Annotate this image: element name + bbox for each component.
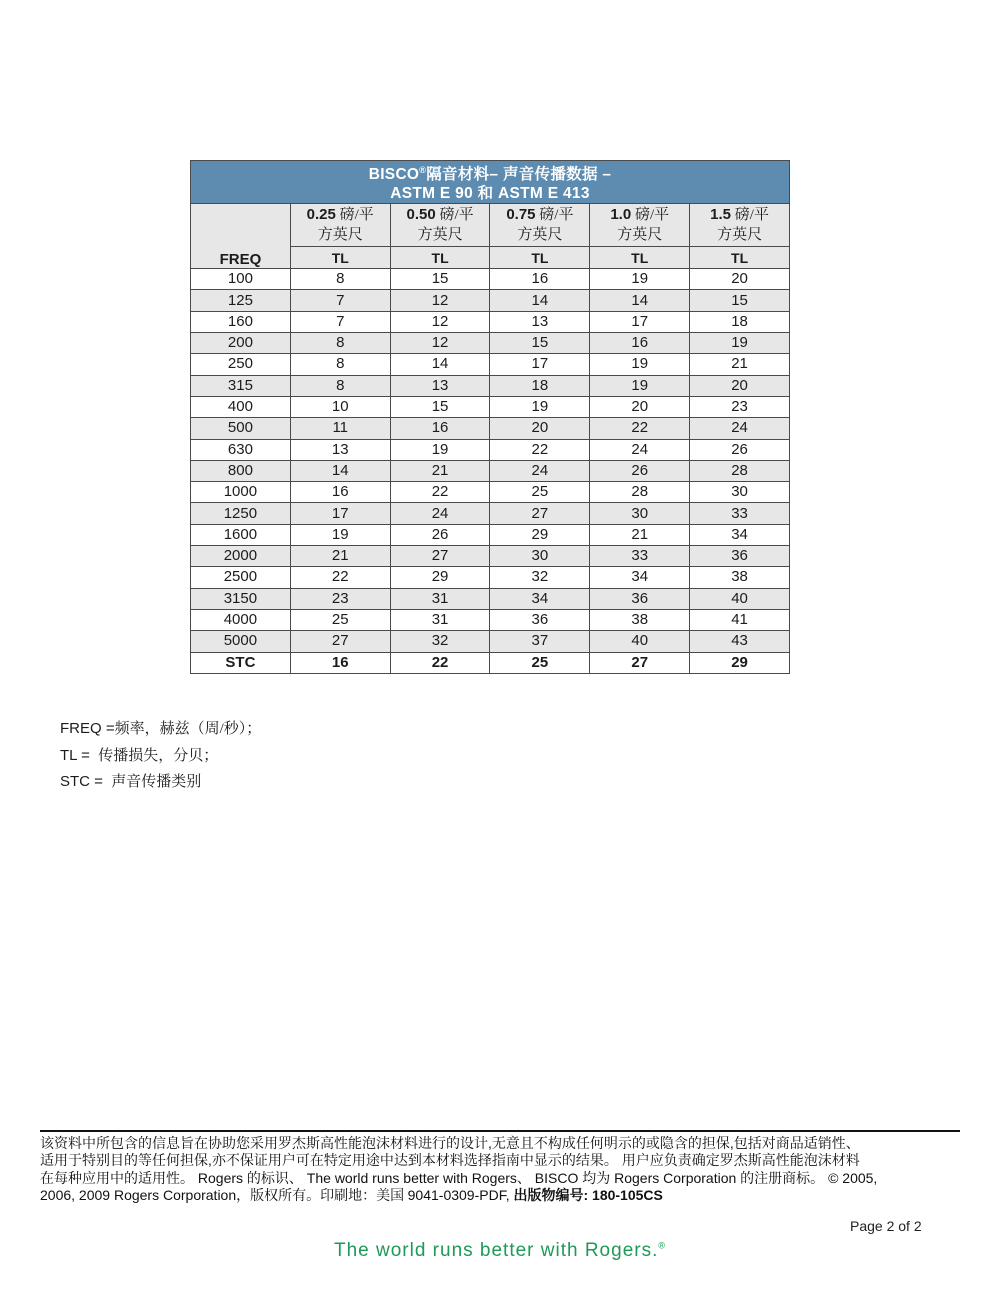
tl-value-cell: 28 [690, 460, 790, 481]
tl-value-cell: 27 [490, 503, 590, 524]
tl-value-cell: 38 [590, 609, 690, 630]
table-row [191, 290, 790, 311]
freq-cell: 5000 [191, 631, 291, 652]
table-row [191, 460, 790, 481]
tl-value-cell: 36 [690, 546, 790, 567]
table-row [191, 418, 790, 439]
tl-value-cell: 14 [290, 460, 390, 481]
tl-value-cell: 12 [390, 333, 490, 354]
tl-value-cell: 19 [490, 396, 590, 417]
stc-row [191, 652, 790, 673]
tl-value-cell: 27 [290, 631, 390, 652]
footer-divider [40, 1130, 960, 1132]
table-row [191, 503, 790, 524]
tl-value-cell: 8 [290, 375, 390, 396]
tl-value-cell: 19 [290, 524, 390, 545]
tl-value-cell: 20 [590, 396, 690, 417]
footer-line: 2006, 2009 Rogers Corporation，版权所有。印刷地：美国 9041-0309-PDF, 出版物编号: 180-105CS [40, 1187, 663, 1205]
tl-value-cell: 38 [690, 567, 790, 588]
tl-value-cell: 26 [590, 460, 690, 481]
table-title [191, 161, 790, 204]
table-row [191, 354, 790, 375]
tl-value-cell: 24 [390, 503, 490, 524]
tl-value-cell: 21 [590, 524, 690, 545]
tl-value-cell: 14 [390, 354, 490, 375]
table-row [191, 333, 790, 354]
tl-value-cell: 22 [590, 418, 690, 439]
table-row [191, 269, 790, 290]
tl-value-cell: 20 [690, 375, 790, 396]
tl-value-cell: 32 [490, 567, 590, 588]
freq-cell: 1250 [191, 503, 291, 524]
tagline-text: The world runs better with Rogers. [333, 1240, 659, 1261]
tl-value-cell: 26 [690, 439, 790, 460]
freq-cell: 1000 [191, 482, 291, 503]
tl-value-cell: 21 [390, 460, 490, 481]
tl-value-cell: 26 [390, 524, 490, 545]
table-row [191, 567, 790, 588]
tl-value-cell: 24 [590, 439, 690, 460]
tl-value-cell: 21 [290, 546, 390, 567]
tl-value-cell: 40 [590, 631, 690, 652]
footer-disclaimer [40, 1135, 965, 1206]
registered-mark: ® [419, 165, 427, 175]
stc-value-cell: 16 [290, 652, 390, 673]
tl-value-cell: 16 [590, 333, 690, 354]
tl-value-cell: 14 [590, 290, 690, 311]
tl-value-cell: 36 [490, 609, 590, 630]
tl-value-cell: 23 [690, 396, 790, 417]
tl-value-cell: 30 [690, 482, 790, 503]
table-row [191, 439, 790, 460]
tl-value-cell: 14 [490, 290, 590, 311]
tl-value-cell: 40 [690, 588, 790, 609]
tl-value-cell: 37 [490, 631, 590, 652]
tl-value-cell: 32 [390, 631, 490, 652]
legend-line: STC = 声音传播类别 [60, 773, 202, 790]
tl-value-cell: 43 [690, 631, 790, 652]
tl-value-cell: 13 [490, 311, 590, 332]
freq-cell: 2500 [191, 567, 291, 588]
tl-value-cell: 13 [390, 375, 490, 396]
weight-column-header: 1.0 磅/平 方英尺 [590, 204, 690, 247]
tl-value-cell: 13 [290, 439, 390, 460]
tl-value-cell: 29 [390, 567, 490, 588]
sound-transmission-table [190, 160, 790, 674]
tl-value-cell: 19 [590, 354, 690, 375]
table-row [191, 609, 790, 630]
freq-cell: 800 [191, 460, 291, 481]
table-row [191, 311, 790, 332]
weight-column-header: 0.25 磅/平 方英尺 [290, 204, 390, 247]
footer-line: 适用于特别目的等任何担保,亦不保证用户可在特定用途中达到本材料选择指南中显示的结果。 用户应负责确定罗杰斯高性能泡沫材料 [40, 1152, 860, 1169]
tl-value-cell: 34 [490, 588, 590, 609]
table-row [191, 546, 790, 567]
legend-line: FREQ =频率，赫兹（周/秒）； [60, 720, 262, 737]
table-row [191, 396, 790, 417]
freq-cell: 250 [191, 354, 291, 375]
freq-column-header: FREQ [191, 204, 291, 269]
tl-value-cell: 30 [490, 546, 590, 567]
table-row [191, 631, 790, 652]
tl-value-cell: 31 [390, 609, 490, 630]
tl-value-cell: 19 [590, 375, 690, 396]
stc-value-cell: 29 [690, 652, 790, 673]
tl-value-cell: 17 [490, 354, 590, 375]
tl-value-cell: 15 [690, 290, 790, 311]
tl-value-cell: 33 [590, 546, 690, 567]
tl-value-cell: 20 [490, 418, 590, 439]
freq-cell: 200 [191, 333, 291, 354]
freq-cell: 500 [191, 418, 291, 439]
tl-value-cell: 10 [290, 396, 390, 417]
tl-value-cell: 34 [690, 524, 790, 545]
tl-subheader: TL [590, 247, 690, 269]
freq-cell: 315 [191, 375, 291, 396]
stc-label-cell: STC [191, 652, 291, 673]
tl-value-cell: 34 [590, 567, 690, 588]
freq-cell: 3150 [191, 588, 291, 609]
table-title-row [191, 161, 790, 204]
stc-value-cell: 27 [590, 652, 690, 673]
tl-subheader: TL [390, 247, 490, 269]
freq-cell: 4000 [191, 609, 291, 630]
tl-value-cell: 23 [290, 588, 390, 609]
stc-value-cell: 25 [490, 652, 590, 673]
tl-value-cell: 22 [290, 567, 390, 588]
tl-subheader: TL [690, 247, 790, 269]
weight-column-header: 0.50 磅/平 方英尺 [390, 204, 490, 247]
tl-value-cell: 7 [290, 290, 390, 311]
weight-header-row [191, 204, 790, 247]
table-row [191, 375, 790, 396]
tl-value-cell: 30 [590, 503, 690, 524]
stc-value-cell: 22 [390, 652, 490, 673]
footer-line: 该资料中所包含的信息旨在协助您采用罗杰斯高性能泡沫材料进行的设计,无意且不构成任何明示的或隐含的担保,包括对商品适销性、 [40, 1135, 860, 1151]
tl-value-cell: 8 [290, 333, 390, 354]
tl-value-cell: 41 [690, 609, 790, 630]
legend-line: TL = 传播损失，分贝； [60, 746, 219, 764]
tl-value-cell: 8 [290, 269, 390, 290]
tl-value-cell: 16 [490, 269, 590, 290]
page-number: Page 2 of 2 [850, 1218, 922, 1234]
tl-value-cell: 31 [390, 588, 490, 609]
tl-value-cell: 17 [290, 503, 390, 524]
tl-value-cell: 24 [490, 460, 590, 481]
tl-value-cell: 15 [390, 396, 490, 417]
table-title-line2: ASTM E 90 和 ASTM E 413 [390, 185, 590, 203]
table-row [191, 482, 790, 503]
tl-value-cell: 15 [490, 333, 590, 354]
freq-cell: 125 [191, 290, 291, 311]
table-row [191, 524, 790, 545]
tl-value-cell: 36 [590, 588, 690, 609]
registered-mark: ® [658, 1240, 667, 1251]
table-row [191, 588, 790, 609]
tl-value-cell: 20 [690, 269, 790, 290]
tl-subheader: TL [290, 247, 390, 269]
tl-value-cell: 16 [390, 418, 490, 439]
freq-cell: 1600 [191, 524, 291, 545]
tl-value-cell: 12 [390, 290, 490, 311]
tl-value-cell: 22 [490, 439, 590, 460]
legend [60, 716, 261, 796]
weight-column-header: 1.5 磅/平 方英尺 [690, 204, 790, 247]
tl-value-cell: 17 [590, 311, 690, 332]
tl-value-cell: 22 [390, 482, 490, 503]
tl-value-cell: 19 [690, 333, 790, 354]
tl-value-cell: 24 [690, 418, 790, 439]
tl-value-cell: 19 [390, 439, 490, 460]
tl-value-cell: 29 [490, 524, 590, 545]
tl-value-cell: 21 [690, 354, 790, 375]
tl-value-cell: 27 [390, 546, 490, 567]
freq-cell: 160 [191, 311, 291, 332]
tl-value-cell: 11 [290, 418, 390, 439]
weight-column-header: 0.75 磅/平 方英尺 [490, 204, 590, 247]
tagline [0, 1240, 1000, 1262]
tl-value-cell: 19 [590, 269, 690, 290]
tl-value-cell: 28 [590, 482, 690, 503]
tl-value-cell: 25 [490, 482, 590, 503]
tl-value-cell: 33 [690, 503, 790, 524]
tl-value-cell: 18 [490, 375, 590, 396]
tl-value-cell: 12 [390, 311, 490, 332]
tl-value-cell: 8 [290, 354, 390, 375]
freq-cell: 100 [191, 269, 291, 290]
tl-subheader: TL [490, 247, 590, 269]
tl-value-cell: 18 [690, 311, 790, 332]
footer-line: 在每种应用中的适用性。 Rogers 的标识、 The world runs better with Rogers、 BISCO 均为 Rogers Corporation 的注册商标。 © 2005, [40, 1169, 878, 1186]
freq-cell: 400 [191, 396, 291, 417]
tl-value-cell: 15 [390, 269, 490, 290]
tl-value-cell: 25 [290, 609, 390, 630]
tl-value-cell: 16 [290, 482, 390, 503]
tl-value-cell: 7 [290, 311, 390, 332]
freq-cell: 630 [191, 439, 291, 460]
freq-cell: 2000 [191, 546, 291, 567]
table-title-line1: BISCO®隔音材料– 声音传播数据 – [368, 165, 612, 184]
